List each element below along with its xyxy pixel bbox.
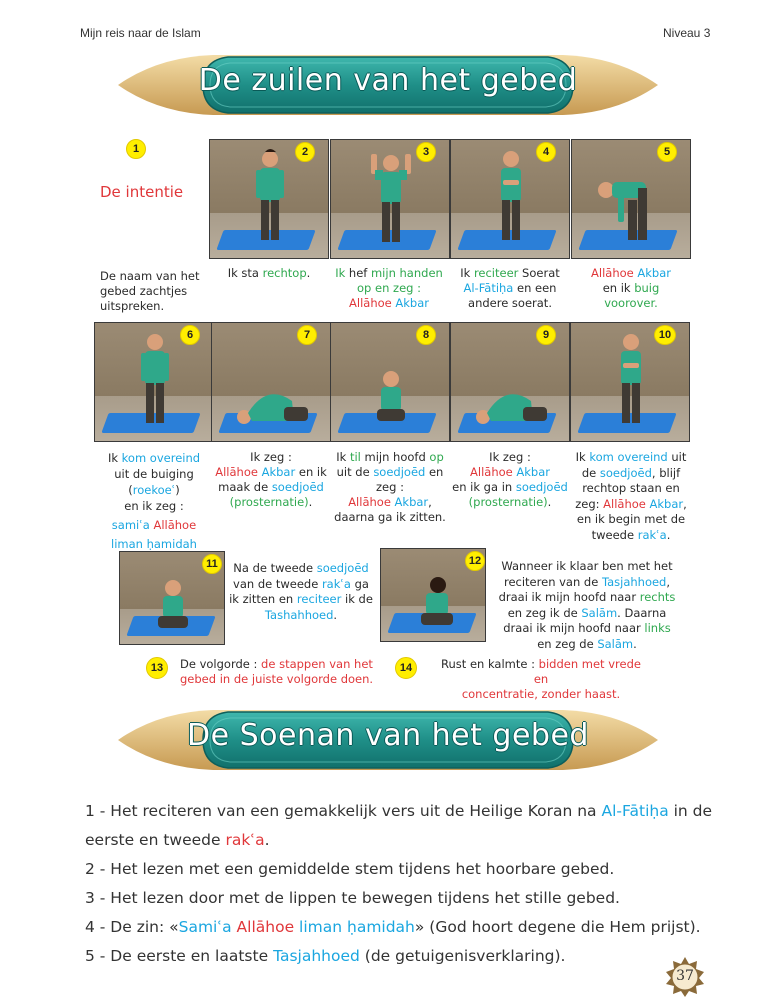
step-image-8 <box>330 322 450 442</box>
step-badge-1: 1 <box>126 139 146 159</box>
step-badge-2: 2 <box>295 142 315 162</box>
sunan-line-5: 5 - De eerste en laatste Tasjahhoed (de getuigenisverklaring). <box>85 947 566 965</box>
step-badge-13: 13 <box>146 657 168 679</box>
step-badge-10: 10 <box>654 325 676 345</box>
section-title-pillars: De zuilen van het gebed <box>198 63 578 98</box>
step-badge-5: 5 <box>657 142 677 162</box>
title-banner-sunan <box>118 700 658 780</box>
step-caption-12: Wanneer ik klaar ben met het reciteren van de Tasjahhoed, draai ik mijn hoofd naar rechts en zeg ik de Salām. Daarna draai ik mijn hoofd naar links en zeg de Salām. <box>498 559 676 651</box>
sunan-line-2: 2 - Het lezen met een gemiddelde stem tijdens het hoorbare gebed. <box>85 860 615 878</box>
step-image-3 <box>330 139 450 259</box>
step-image-4 <box>450 139 570 259</box>
step-image-12 <box>380 548 486 642</box>
step-badge-12: 12 <box>465 551 485 571</box>
step-image-11 <box>119 551 225 645</box>
step-caption-7: Ik zeg : Allāhoe Akbar en ik maak de soedjoēd (prosternatie). <box>215 450 327 509</box>
step-caption-4: Ik reciteer Soerat Al-Fātiḥa en een andere soerat. <box>460 266 560 310</box>
page-number: 37 <box>676 968 694 984</box>
section-title-sunan: De Soenan van het gebed <box>187 718 589 753</box>
step-image-6 <box>94 322 214 442</box>
sunan-line-1b: eerste en tweede rakʿa. <box>85 831 270 849</box>
sunan-line-4: 4 - De zin: «Samiʿa Allāhoe liman ḥamidah» (God hoort degene die Hem prijst). <box>85 918 701 936</box>
step-badge-6: 6 <box>180 325 200 345</box>
page-number-badge <box>664 956 706 998</box>
sunan-line-1: 1 - Het reciteren van een gemakkelijk vers uit de Heilige Koran na Al-Fātiḥa in de <box>85 802 713 820</box>
intention-label: De intentie <box>100 183 184 201</box>
step-caption-2: Ik sta rechtop. <box>227 266 311 280</box>
step-caption-6: Ik kom overeind uit de buiging (roekoeʿ) en ik zeg : samiʿa Allāhoe liman ḥamidah <box>107 451 201 551</box>
step-caption-10: Ik kom overeind uit de soedjoēd, blijf rechtop staan en zeg: Allāhoe Akbar, en ik begin met de tweede rakʿa. <box>575 450 687 542</box>
step-badge-4: 4 <box>536 142 556 162</box>
step-caption-13: De volgorde : de stappen van het gebed in de juiste volgorde doen. <box>180 657 374 686</box>
step-badge-9: 9 <box>536 325 556 345</box>
step-caption-9: Ik zeg : Allāhoe Akbar en ik ga in soedjoēd (prosternatie). <box>452 450 568 509</box>
step-badge-3: 3 <box>416 142 436 162</box>
step-image-5 <box>571 139 691 259</box>
step-image-7 <box>211 322 331 442</box>
step-badge-7: 7 <box>297 325 317 345</box>
step-badge-14: 14 <box>395 657 417 679</box>
step-caption-5: Allāhoe Akbar en ik buig voorover. <box>591 266 671 310</box>
step-caption-8: Ik til mijn hoofd op uit de soedjoēd en zeg : Allāhoe Akbar, daarna ga ik zitten. <box>334 450 446 524</box>
title-banner-pillars <box>118 45 658 125</box>
sunan-line-3: 3 - Het lezen door met de lippen te bewegen tijdens het stille gebed. <box>85 889 620 907</box>
step-image-10 <box>570 322 690 442</box>
step-badge-11: 11 <box>202 554 222 574</box>
step-image-2 <box>209 139 329 259</box>
header-level: Niveau 3 <box>663 26 711 40</box>
step-caption-1: De naam van het gebed zachtjes uitspreken. <box>100 269 200 313</box>
header-book-title: Mijn reis naar de Islam <box>80 26 201 40</box>
step-badge-8: 8 <box>416 325 436 345</box>
step-caption-11: Na de tweede soedjoēd van de tweede rakʿa ga ik zitten en reciteer ik de Tashahhoed. <box>229 561 373 622</box>
step-caption-3: Ik hef mijn handen op en zeg : Allāhoe Akbar <box>335 266 443 310</box>
step-caption-14: Rust en kalmte : bidden met vrede en concentratie, zonder haast. <box>441 657 641 701</box>
step-image-9 <box>450 322 570 442</box>
